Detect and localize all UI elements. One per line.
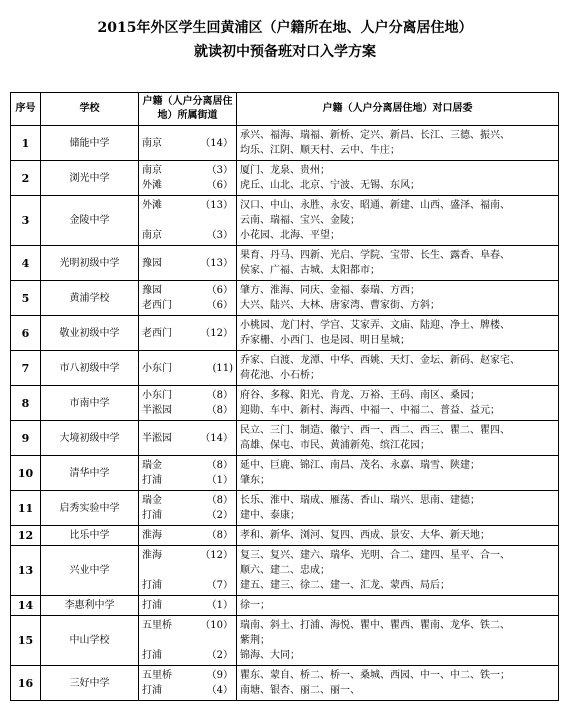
area-line: 府谷、多稼、阳光、肯龙、万裕、王码、南区、桑园； bbox=[240, 390, 480, 401]
area-line: 均乐、江阴、顺天村、云中、牛庄； bbox=[240, 145, 400, 156]
areas-cell bbox=[237, 491, 559, 526]
street-name: 半淞园 bbox=[142, 432, 172, 444]
street-count: （8） bbox=[206, 495, 233, 506]
area-line: 厦门、龙泉、贵州； bbox=[240, 165, 330, 176]
street-entry bbox=[142, 548, 233, 563]
street-entry bbox=[142, 388, 233, 403]
area-line: 肇方、淮海、同庆、金福、泰瑞、方西； bbox=[240, 285, 420, 296]
header-areas: 户籍（人户分离居住地）对口居委 bbox=[237, 93, 559, 126]
area-line: 高雄、保屯、市民、黄浦新苑、缤江花园； bbox=[240, 440, 430, 451]
school-name: 市南中学 bbox=[41, 386, 139, 421]
header-street: 户籍（人户分离居住地）所属街道 bbox=[139, 93, 237, 126]
street-entry bbox=[142, 598, 233, 613]
school-name: 比乐中学 bbox=[41, 526, 139, 546]
area-line: 长乐、淮中、瑞成、雁荡、香山、瑞兴、思南、建德； bbox=[240, 495, 480, 506]
street-count: （14） bbox=[200, 137, 233, 149]
row-number: 15 bbox=[11, 616, 41, 666]
areas-cell bbox=[237, 456, 559, 491]
street-entry bbox=[142, 618, 233, 633]
area-line: 虎丘、山北、北京、宁波、无锡、东风； bbox=[240, 180, 420, 191]
row-number: 11 bbox=[11, 491, 41, 526]
area-line: 民立、三门、制造、徽宁、西一、西二、西三、瞿二、瞿四、 bbox=[240, 425, 510, 436]
street-count: （8） bbox=[206, 460, 233, 471]
street-entry bbox=[142, 298, 233, 313]
street-count: （3） bbox=[206, 230, 233, 241]
street-count: （14） bbox=[200, 432, 233, 444]
street-name: 豫园 bbox=[142, 257, 162, 269]
area-line: 承兴、福海、瑞福、新桥、定兴、新昌、长江、三德、振兴、 bbox=[240, 130, 510, 141]
area-line: 孝和、新华、浏河、复四、西成、景安、大华、新天地； bbox=[240, 530, 490, 541]
row-number: 13 bbox=[11, 546, 41, 596]
street-entry bbox=[142, 256, 233, 271]
table-row bbox=[11, 421, 559, 456]
street-count: （10） bbox=[200, 620, 233, 631]
street-cell bbox=[139, 246, 237, 281]
area-line: 小桃园、龙门村、学宫、艾家弄、文庙、陆迎、净土、牌楼、 bbox=[240, 320, 510, 331]
areas-cell bbox=[237, 666, 559, 701]
area-line: 南塘、银杏、丽二、丽一、 bbox=[240, 685, 360, 696]
table-row bbox=[11, 161, 559, 196]
street-name: 老西门 bbox=[142, 300, 172, 311]
row-number: 7 bbox=[11, 351, 41, 386]
street-cell bbox=[139, 421, 237, 456]
areas-cell bbox=[237, 126, 559, 161]
area-line: 云南、瑞福、宝兴、金陵； bbox=[240, 215, 360, 226]
street-name: 半淞园 bbox=[142, 405, 172, 416]
areas-cell bbox=[237, 196, 559, 246]
area-line: 徐一； bbox=[240, 600, 270, 611]
street-entry bbox=[142, 163, 233, 178]
header-no: 序号 bbox=[11, 93, 41, 126]
area-line: 顺六、建二、忠成； bbox=[240, 565, 330, 576]
area-line: 乔家栅、小西门、也是园、明日星城； bbox=[240, 335, 410, 346]
street-name: 五里桥 bbox=[142, 620, 172, 631]
area-line: 小花园、北海、平望； bbox=[240, 230, 340, 241]
street-name: 五里桥 bbox=[142, 670, 172, 681]
street-name: 小东门 bbox=[142, 390, 172, 401]
row-number: 6 bbox=[11, 316, 41, 351]
street-cell bbox=[139, 456, 237, 491]
street-cell bbox=[139, 161, 237, 196]
areas-cell bbox=[237, 546, 559, 596]
street-name: 淮海 bbox=[142, 530, 162, 541]
areas-cell bbox=[237, 351, 559, 386]
row-number: 9 bbox=[11, 421, 41, 456]
street-cell bbox=[139, 351, 237, 386]
street-name: 外滩 bbox=[142, 200, 162, 211]
street-count: （6） bbox=[206, 285, 233, 296]
area-line: 荷花池、小石桥； bbox=[240, 370, 320, 381]
school-name: 中山学校 bbox=[41, 616, 139, 666]
street-cell bbox=[139, 281, 237, 316]
table-row bbox=[11, 316, 559, 351]
school-name: 兴业中学 bbox=[41, 546, 139, 596]
area-line: 大兴、陆兴、大林、唐家湾、曹家街、方斜； bbox=[240, 300, 440, 311]
area-line: 瑞南、斜土、打浦、海悦、瞿中、瞿西、瞿南、龙华、铁二、 bbox=[240, 620, 510, 631]
row-number: 2 bbox=[11, 161, 41, 196]
areas-cell bbox=[237, 421, 559, 456]
school-name: 金陵中学 bbox=[41, 196, 139, 246]
street-name: 南京 bbox=[142, 137, 162, 149]
table-row bbox=[11, 196, 559, 246]
header-school: 学校 bbox=[41, 93, 139, 126]
street-cell bbox=[139, 546, 237, 596]
row-number: 8 bbox=[11, 386, 41, 421]
street-entry bbox=[142, 198, 233, 213]
street-count: （2） bbox=[206, 510, 233, 521]
street-count: （8） bbox=[206, 530, 233, 541]
row-number: 12 bbox=[11, 526, 41, 546]
street-name: 老西门 bbox=[142, 327, 172, 339]
school-name: 光明初级中学 bbox=[41, 246, 139, 281]
street-name: 瑞金 bbox=[142, 460, 162, 471]
table-row bbox=[11, 616, 559, 666]
street-name: 南京 bbox=[142, 230, 162, 241]
street-cell bbox=[139, 666, 237, 701]
street-entry bbox=[142, 283, 233, 298]
areas-cell bbox=[237, 316, 559, 351]
area-line: 建五、建三、徐二、建一、汇龙、蒙西、局后； bbox=[240, 580, 450, 591]
street-entry bbox=[142, 403, 233, 418]
street-name: 南京 bbox=[142, 165, 162, 176]
street-count: （8） bbox=[206, 405, 233, 416]
street-entry bbox=[142, 683, 233, 698]
street-entry bbox=[142, 326, 233, 341]
street-entry bbox=[142, 473, 233, 488]
table-row bbox=[11, 126, 559, 161]
row-number: 10 bbox=[11, 456, 41, 491]
table-row bbox=[11, 596, 559, 616]
street-entry bbox=[142, 668, 233, 683]
row-number: 16 bbox=[11, 666, 41, 701]
street-entry bbox=[142, 578, 233, 593]
document-title-line1: 2015年外区学生回黄浦区（户籍所在地、人户分离居住地） bbox=[97, 20, 473, 36]
school-name: 市八初级中学 bbox=[41, 351, 139, 386]
street-name: 打浦 bbox=[142, 510, 162, 521]
school-name: 浏光中学 bbox=[41, 161, 139, 196]
area-line: 紫荆； bbox=[240, 635, 270, 646]
street-cell bbox=[139, 126, 237, 161]
street-name: 外滩 bbox=[142, 180, 162, 191]
areas-cell bbox=[237, 386, 559, 421]
street-count: (11) bbox=[212, 362, 233, 374]
street-cell bbox=[139, 316, 237, 351]
row-number: 5 bbox=[11, 281, 41, 316]
street-count: （2） bbox=[206, 650, 233, 661]
street-name: 打浦 bbox=[142, 580, 162, 591]
school-name: 大境初级中学 bbox=[41, 421, 139, 456]
areas-cell bbox=[237, 161, 559, 196]
area-line: 建中、泰康； bbox=[240, 510, 300, 521]
street-count: （12） bbox=[200, 550, 233, 561]
street-count: （13） bbox=[200, 200, 233, 211]
school-name: 储能中学 bbox=[41, 126, 139, 161]
street-cell bbox=[139, 526, 237, 546]
area-line: 延中、巨鹿、锦江、南昌、茂名、永嘉、瑞雪、陕建； bbox=[240, 460, 480, 471]
street-count: （1） bbox=[206, 475, 233, 486]
area-line: 汉口、中山、永胜、永安、昭通、新建、山西、盛泽、福南、 bbox=[240, 200, 510, 211]
area-line: 复三、复兴、建六、瑞华、光明、合二、建四、星平、合一、 bbox=[240, 550, 510, 561]
area-line: 侯家、广福、古城、太阳都市； bbox=[240, 265, 380, 276]
street-entry bbox=[142, 493, 233, 508]
street-name: 淮海 bbox=[142, 550, 162, 561]
street-name: 打浦 bbox=[142, 600, 162, 611]
street-count: （6） bbox=[206, 180, 233, 191]
area-line: 迎勋、车中、新村、海西、中福一、中福二、普益、益元； bbox=[240, 405, 500, 416]
street-count: （4） bbox=[206, 685, 233, 696]
enrollment-table bbox=[10, 92, 559, 701]
street-cell bbox=[139, 196, 237, 246]
area-line: 锦海、大同； bbox=[240, 650, 300, 661]
row-number: 3 bbox=[11, 196, 41, 246]
school-name: 启秀实验中学 bbox=[41, 491, 139, 526]
table-row bbox=[11, 491, 559, 526]
street-count: （13） bbox=[200, 257, 233, 269]
school-name: 李惠利中学 bbox=[41, 596, 139, 616]
street-count: （3） bbox=[206, 165, 233, 176]
row-number: 14 bbox=[11, 596, 41, 616]
table-row bbox=[11, 546, 559, 596]
street-entry bbox=[142, 458, 233, 473]
street-entry bbox=[142, 136, 233, 151]
table-row bbox=[11, 456, 559, 491]
street-count: （7） bbox=[206, 580, 233, 591]
street-name: 豫园 bbox=[142, 285, 162, 296]
areas-cell bbox=[237, 526, 559, 546]
street-entry bbox=[142, 528, 233, 543]
street-entry bbox=[142, 178, 233, 193]
table-row bbox=[11, 386, 559, 421]
street-entry bbox=[142, 361, 233, 376]
street-cell bbox=[139, 491, 237, 526]
table-row bbox=[11, 351, 559, 386]
street-entry bbox=[142, 228, 233, 243]
school-name: 清华中学 bbox=[41, 456, 139, 491]
table-row bbox=[11, 281, 559, 316]
street-cell bbox=[139, 616, 237, 666]
table-row bbox=[11, 526, 559, 546]
area-line: 瞿东、蒙自、桥二、桥一、桑城、西园、中一、中二、铁一； bbox=[240, 670, 510, 681]
school-name: 三好中学 bbox=[41, 666, 139, 701]
area-line: 乔家、白渡、龙潭、中华、西姚、天灯、金坛、新码、赵家宅、 bbox=[240, 355, 520, 366]
row-number: 1 bbox=[11, 126, 41, 161]
street-cell bbox=[139, 596, 237, 616]
areas-cell bbox=[237, 616, 559, 666]
area-line: 肇东； bbox=[240, 475, 270, 486]
document-title-line2: 就读初中预备班对口入学方案 bbox=[194, 44, 376, 60]
street-entry bbox=[142, 508, 233, 523]
street-entry bbox=[142, 431, 233, 446]
street-name: 小东门 bbox=[142, 362, 172, 374]
street-count: （12） bbox=[200, 327, 233, 339]
street-name: 打浦 bbox=[142, 475, 162, 486]
street-count: （9） bbox=[206, 670, 233, 681]
school-name: 敬业初级中学 bbox=[41, 316, 139, 351]
area-line: 果育、丹马、四新、光启、学院、宝带、长生、露香、阜春、 bbox=[240, 250, 510, 261]
street-count: （8） bbox=[206, 390, 233, 401]
table-row bbox=[11, 666, 559, 701]
areas-cell bbox=[237, 246, 559, 281]
table-row bbox=[11, 246, 559, 281]
school-name: 黄浦学校 bbox=[41, 281, 139, 316]
areas-cell bbox=[237, 596, 559, 616]
table-header-row bbox=[11, 93, 559, 126]
street-entry bbox=[142, 648, 233, 663]
table-body bbox=[11, 126, 559, 701]
street-name: 打浦 bbox=[142, 650, 162, 661]
row-number: 4 bbox=[11, 246, 41, 281]
street-name: 瑞金 bbox=[142, 495, 162, 506]
street-name: 打浦 bbox=[142, 685, 162, 696]
street-count: （6） bbox=[206, 300, 233, 311]
street-count: （1） bbox=[206, 600, 233, 611]
street-cell bbox=[139, 386, 237, 421]
areas-cell bbox=[237, 281, 559, 316]
